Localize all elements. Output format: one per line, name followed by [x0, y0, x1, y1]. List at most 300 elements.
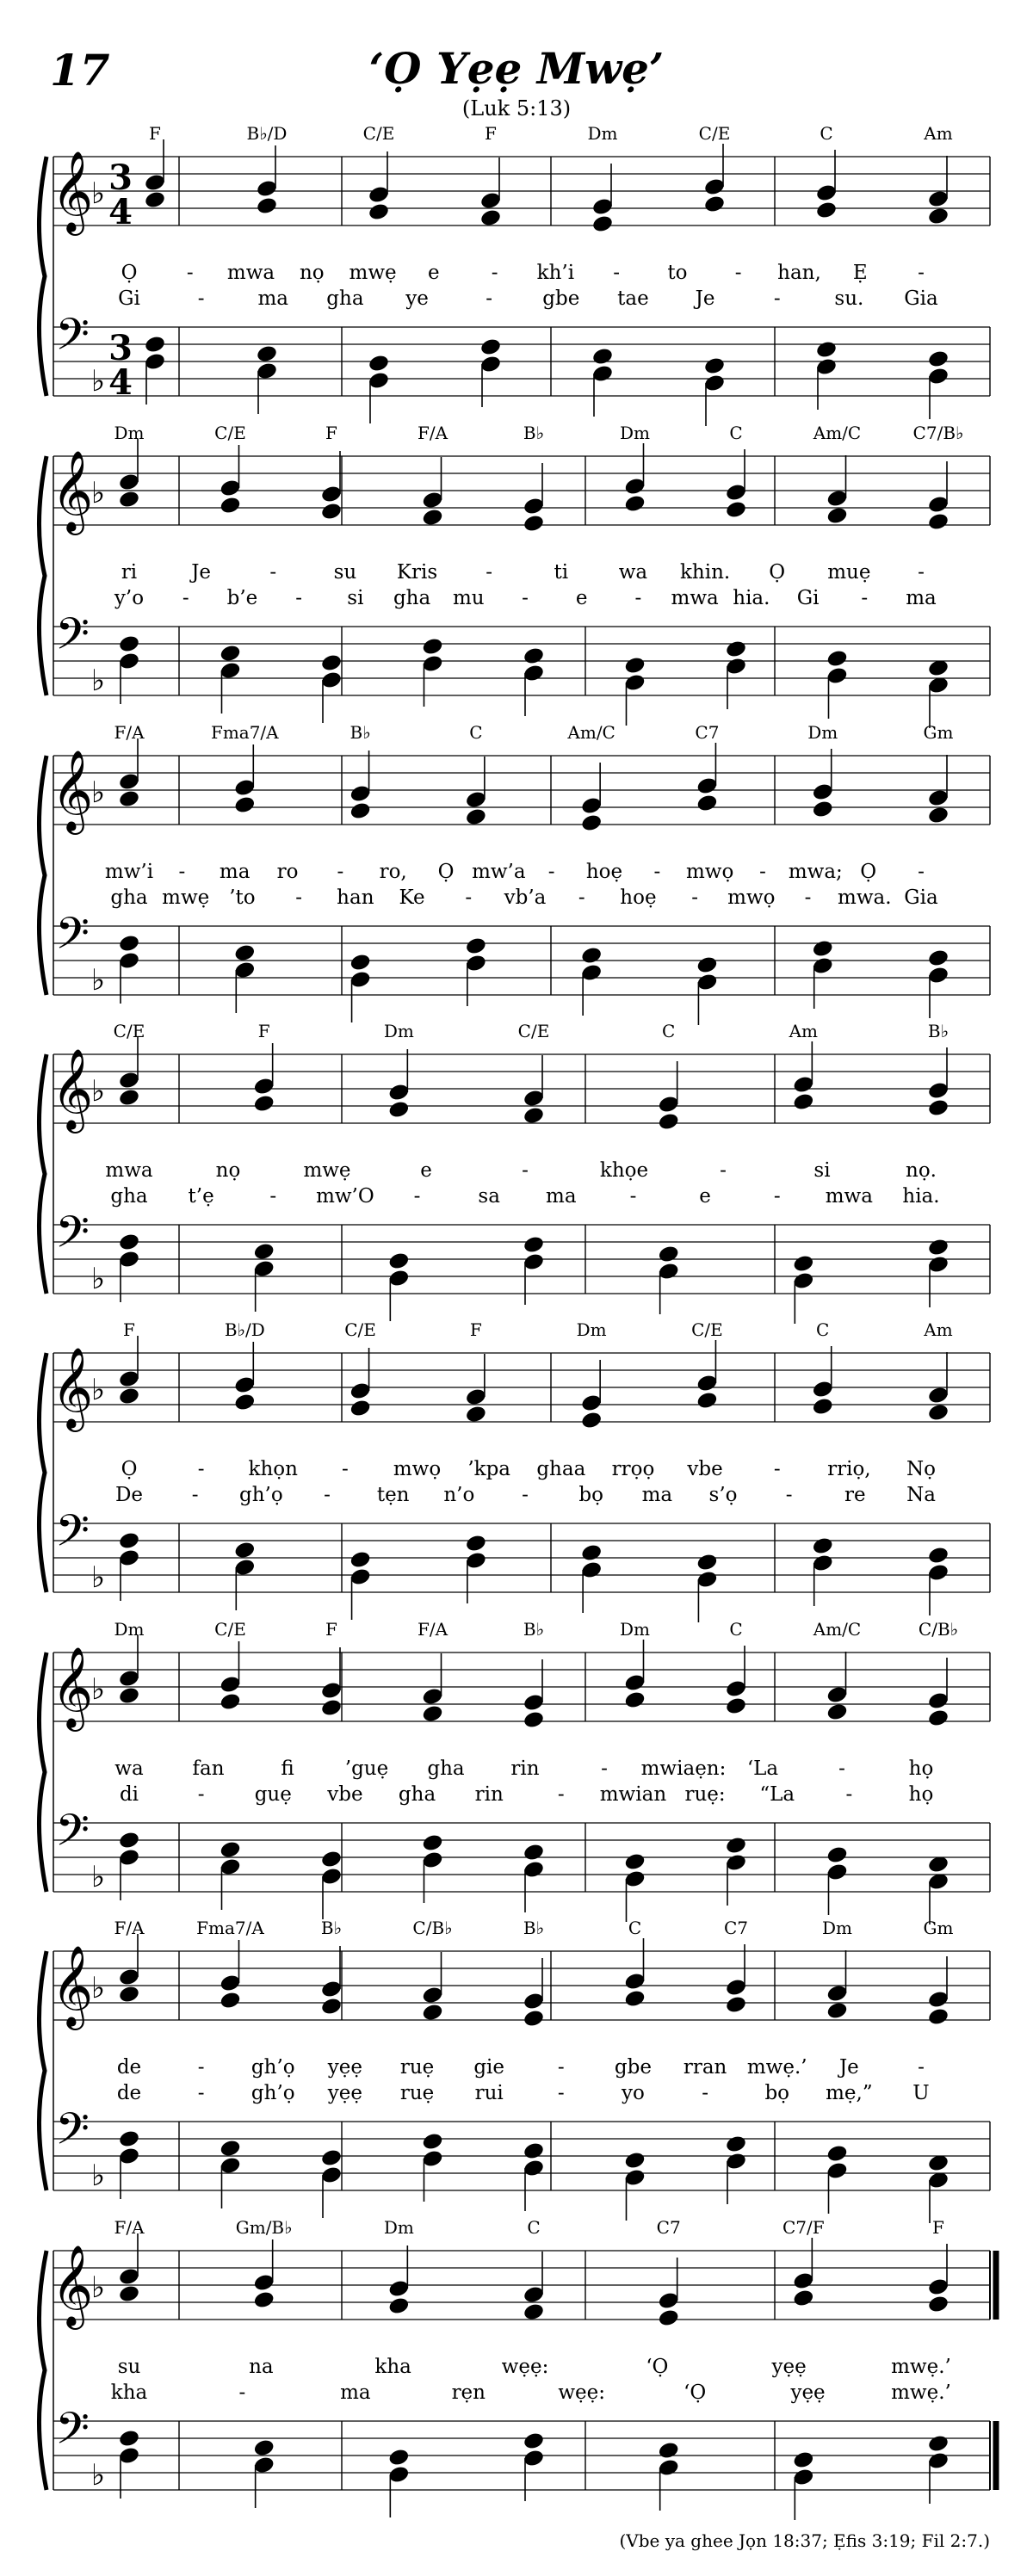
- lyric-verse-2: mu: [452, 587, 485, 609]
- bass-note: [118, 1531, 140, 1551]
- treble-note: [479, 208, 502, 228]
- bass-note: [927, 2434, 949, 2454]
- lyric-verse-2: yẹẹ: [327, 2082, 363, 2104]
- lyric-verse-2: “La: [759, 1783, 795, 1806]
- system-8: [39, 2217, 996, 2520]
- chord-symbol: Dm: [587, 123, 618, 144]
- treble-note: [253, 1094, 275, 1114]
- bass-note: [523, 664, 545, 683]
- lyric-verse-2: bọ: [764, 2082, 790, 2104]
- bass-note: [580, 946, 603, 966]
- lyric-verse-2: di: [119, 1783, 139, 1806]
- bass-clef-icon: 𝄢: [55, 1206, 90, 1269]
- lyric-verse-2: mwa: [825, 1185, 873, 1208]
- lyric-verse-1: rrọọ: [611, 1458, 655, 1480]
- lyric-verse-1: mwẹ: [349, 262, 397, 284]
- lyric-verse-2: -: [238, 2381, 246, 2404]
- treble-note: [591, 197, 614, 217]
- lyric-verse-1: nọ: [215, 1159, 241, 1182]
- treble-note: [658, 2291, 680, 2311]
- treble-note: [256, 179, 278, 199]
- bass-note: [658, 2441, 680, 2461]
- chord-symbol: Dm: [620, 1619, 650, 1640]
- lyric-verse-1: ma: [219, 861, 251, 883]
- bass-note: [118, 634, 140, 654]
- bass-note: [696, 955, 718, 975]
- lyric-verse-1: yẹẹ: [771, 2356, 807, 2378]
- flat-icon: ♭: [90, 2159, 106, 2193]
- treble-note: [219, 1991, 241, 2011]
- lyric-verse-1: e: [420, 1159, 432, 1182]
- bass-note: [591, 347, 614, 367]
- chord-symbol: C: [469, 722, 483, 743]
- bass-clef-icon: 𝄢: [55, 308, 90, 371]
- bass-note: [792, 2468, 814, 2487]
- flat-icon: ♭: [90, 1860, 106, 1894]
- bass-note: [387, 1269, 410, 1288]
- lyric-verse-1: khin.: [679, 561, 731, 584]
- treble-note: [523, 2285, 545, 2305]
- bass-note: [523, 2431, 545, 2451]
- treble-note: [219, 1675, 241, 1695]
- lyric-verse-2: -: [691, 886, 699, 909]
- chord-symbol: Fma7/A: [196, 1918, 264, 1938]
- treble-note: [927, 1403, 949, 1423]
- lyric-verse-2: gha: [398, 1783, 436, 1806]
- lyric-verse-1: si: [813, 1159, 831, 1182]
- lyric-verse-1: gie: [473, 2056, 505, 2079]
- chord-symbol: C: [662, 1021, 676, 1041]
- flat-icon: ♭: [90, 2270, 106, 2305]
- lyric-verse-1: gh’ọ: [251, 2056, 295, 2079]
- chord-symbol: F: [485, 123, 497, 144]
- treble-note: [927, 788, 949, 808]
- bass-note: [927, 966, 949, 985]
- lyric-verse-1: su: [117, 2356, 141, 2378]
- bass-note: [219, 644, 241, 664]
- time-signature-bottom: 4: [108, 192, 133, 232]
- chord-symbol: C: [628, 1918, 642, 1938]
- treble-note: [118, 1968, 140, 1987]
- treble-note: [725, 500, 747, 520]
- treble-note: [368, 185, 390, 205]
- bass-note: [658, 1245, 680, 1264]
- bass-note: [421, 654, 443, 674]
- lyric-verse-1: ‘Ọ: [646, 2356, 669, 2378]
- lyric-verse-2: han: [337, 886, 374, 909]
- treble-note: [927, 1386, 949, 1405]
- bass-note: [219, 2139, 241, 2159]
- bass-note: [927, 367, 949, 386]
- treble-note: [658, 2308, 680, 2328]
- lyric-verse-2: -: [465, 886, 473, 909]
- bass-note: [725, 2152, 747, 2171]
- lyric-verse-2: ma: [257, 287, 289, 310]
- time-signature-bottom: 4: [108, 362, 133, 403]
- treble-note: [523, 497, 545, 516]
- treble-note: [812, 782, 834, 802]
- lyric-verse-1: -: [337, 861, 344, 883]
- flat-icon: ♭: [90, 1560, 106, 1595]
- bass-note: [465, 1551, 487, 1571]
- lyric-verse-1: khọn: [248, 1458, 298, 1480]
- lyric-verse-1: kh’i: [536, 262, 575, 284]
- lyric-verse-1: -: [186, 262, 194, 284]
- lyric-verse-2: -: [324, 1484, 331, 1506]
- bass-note: [320, 670, 343, 690]
- lyric-verse-1: ruẹ: [399, 2056, 435, 2079]
- lyric-verse-2: ma: [641, 1484, 673, 1506]
- lyric-verse-1: nọ.: [906, 1159, 937, 1182]
- lyric-verse-1: -: [269, 561, 277, 584]
- lyric-verse-2: n’o: [443, 1484, 475, 1506]
- lyric-verse-2: de: [116, 2082, 142, 2104]
- bass-note: [725, 657, 747, 676]
- bass-note: [118, 2129, 140, 2149]
- bass-note: [465, 954, 487, 973]
- lyric-verse-2: si: [347, 587, 364, 609]
- bass-note: [523, 1252, 545, 1272]
- system-3: [39, 722, 990, 1025]
- chord-symbol: Dm: [620, 423, 650, 443]
- bass-note: [623, 1852, 646, 1872]
- bass-note: [812, 956, 834, 976]
- bass-note: [118, 652, 140, 671]
- lyric-verse-1: e: [428, 262, 440, 284]
- bass-note: [421, 2149, 443, 2169]
- chord-symbol: Dm: [383, 2217, 414, 2238]
- chord-symbol: Am/C: [813, 1619, 862, 1640]
- lyric-verse-2: Je: [695, 287, 715, 310]
- bass-note: [658, 2458, 680, 2478]
- lyric-verse-1: mwẹ.’: [891, 2356, 951, 2378]
- treble-note: [465, 1405, 487, 1424]
- bass-note: [725, 1853, 747, 1873]
- bass-clef-icon: 𝄢: [55, 2402, 90, 2465]
- treble-note: [623, 494, 646, 514]
- bass-note: [118, 1831, 140, 1850]
- treble-note: [703, 177, 726, 197]
- lyric-verse-1: hoẹ: [585, 861, 623, 883]
- chord-symbol: Am/C: [567, 722, 615, 743]
- lyric-verse-2: vbe: [327, 1783, 363, 1806]
- treble-note: [118, 789, 140, 809]
- bass-note: [118, 951, 140, 971]
- chord-symbol: Gm: [923, 1918, 954, 1938]
- treble-note: [118, 1387, 140, 1406]
- bass-note: [812, 939, 834, 959]
- bass-note: [523, 2141, 545, 2161]
- lyric-verse-1: Kris: [396, 561, 438, 584]
- lyric-verse-2: yo: [622, 2082, 645, 2104]
- bass-note: [233, 1541, 256, 1560]
- bass-note: [580, 1543, 603, 1563]
- system-brace: [39, 1652, 46, 1892]
- bass-clef-icon: 𝄢: [55, 2103, 90, 2165]
- chord-symbol: F/A: [114, 1918, 145, 1938]
- treble-note: [927, 2277, 949, 2297]
- bass-note: [465, 936, 487, 956]
- lyric-verse-2: -: [634, 587, 642, 609]
- treble-note: [465, 1387, 487, 1407]
- lyric-verse-1: ro: [276, 861, 299, 883]
- bass-note: [812, 1554, 834, 1573]
- lyric-verse-2: rẹn: [451, 2381, 486, 2404]
- bass-note: [320, 1867, 343, 1887]
- lyric-verse-1: -: [486, 561, 493, 584]
- treble-note: [465, 790, 487, 810]
- bass-note: [219, 2156, 241, 2176]
- lyric-verse-2: -: [557, 1783, 565, 1806]
- lyric-verse-1: mwẹ.’: [746, 2056, 807, 2079]
- bass-note: [523, 2449, 545, 2468]
- bass-note: [421, 637, 443, 657]
- treble-note: [927, 512, 949, 532]
- lyric-verse-2: mwa: [671, 587, 719, 609]
- lyric-verse-2: re: [844, 1484, 866, 1506]
- treble-clef-icon: 𝄞: [51, 1048, 94, 1130]
- lyric-verse-1: Ọ: [121, 262, 138, 284]
- treble-note: [623, 1690, 646, 1710]
- bass-note: [387, 2448, 410, 2468]
- lyric-verse-2: mẹ,”: [826, 2082, 873, 2104]
- lyric-verse-1: rriọ,: [827, 1458, 871, 1480]
- bass-note: [253, 2456, 275, 2475]
- chord-symbol: F: [932, 2217, 944, 2238]
- lyric-verse-2: e: [699, 1185, 711, 1208]
- bass-note: [591, 364, 614, 384]
- bass-note: [479, 355, 502, 374]
- bass-note: [523, 2159, 545, 2178]
- treble-note: [368, 202, 390, 222]
- lyric-verse-2: -: [182, 587, 189, 609]
- chord-symbol: C/E: [344, 1319, 376, 1340]
- treble-note: [725, 1995, 747, 2015]
- bass-note: [826, 2161, 848, 2181]
- system-7: [39, 1918, 990, 2223]
- treble-note: [219, 1692, 241, 1712]
- lyric-verse-1: ro,: [379, 861, 407, 883]
- bass-note: [118, 2429, 140, 2449]
- lyric-verse-1: -: [759, 861, 766, 883]
- bass-note: [118, 2446, 140, 2466]
- treble-note: [792, 2271, 814, 2291]
- flat-icon: ♭: [90, 1074, 106, 1109]
- bass-note: [658, 1262, 680, 1282]
- lyric-verse-1: gha: [427, 1757, 465, 1780]
- treble-note: [465, 807, 487, 827]
- lyric-verse-1: -: [720, 1159, 727, 1182]
- bass-note: [368, 371, 390, 391]
- treble-note: [826, 489, 848, 509]
- lyric-verse-2: mwẹ: [162, 886, 210, 909]
- treble-note: [320, 1980, 343, 1999]
- lyric-verse-1: Ọ: [121, 1458, 138, 1480]
- system-brace: [39, 1951, 46, 2190]
- treble-clef-icon: 𝄞: [51, 750, 94, 831]
- bass-note: [623, 1869, 646, 1889]
- flat-icon: ♭: [90, 664, 106, 698]
- treble-note: [815, 201, 838, 220]
- lyric-verse-1: nọ: [299, 262, 325, 284]
- chord-symbol: Dm: [114, 1619, 145, 1640]
- treble-note: [927, 1098, 949, 1118]
- system-brace: [39, 456, 46, 695]
- chord-symbol: C7/B♭: [912, 423, 964, 443]
- lyric-verse-1: Ọ: [860, 861, 877, 883]
- chord-symbol: F: [469, 1319, 482, 1340]
- lyric-verse-1: mw’a: [472, 861, 526, 883]
- lyric-verse-2: Ke: [399, 886, 425, 909]
- system-1: [39, 123, 990, 426]
- treble-note: [580, 796, 603, 816]
- lyric-verse-1: ‘La: [746, 1757, 779, 1780]
- lyric-verse-2: gh’ọ: [251, 2082, 295, 2104]
- lyric-verse-2: họ: [908, 1783, 934, 1806]
- lyric-verse-1: su: [333, 561, 357, 584]
- system-brace: [39, 756, 46, 995]
- bass-note: [421, 1833, 443, 1853]
- treble-note: [233, 1393, 256, 1412]
- bass-note: [118, 934, 140, 954]
- chord-symbol: Gm: [923, 722, 954, 743]
- chord-symbol: B♭: [523, 1918, 545, 1938]
- lyric-verse-2: sa: [478, 1185, 500, 1208]
- flat-icon: ♭: [90, 1373, 106, 1407]
- treble-note: [320, 1681, 343, 1701]
- lyric-verse-1: mw’i: [104, 861, 154, 883]
- bass-note: [523, 1235, 545, 1255]
- lyric-verse-2: gha: [110, 886, 148, 909]
- bass-note: [118, 1548, 140, 1568]
- lyric-verse-2: -: [413, 1185, 421, 1208]
- chord-symbol: C7: [695, 722, 720, 743]
- chord-symbol: F/A: [114, 2217, 145, 2238]
- system-brace: [39, 1353, 46, 1592]
- treble-note: [927, 189, 949, 209]
- lyric-verse-1: -: [918, 2056, 925, 2079]
- lyric-verse-2: -: [197, 1783, 205, 1806]
- chord-symbol: C/E: [214, 423, 246, 443]
- lyric-verse-1: ri: [121, 561, 138, 584]
- lyric-verse-1: wa: [618, 561, 648, 584]
- bass-clef-icon: 𝄢: [55, 1804, 90, 1867]
- bass-note: [725, 639, 747, 659]
- lyric-verse-2: s’ọ: [708, 1484, 738, 1506]
- chord-symbol: Am: [924, 123, 953, 144]
- lyric-verse-2: -: [197, 2082, 205, 2104]
- treble-note: [696, 776, 718, 796]
- lyric-verse-2: U: [912, 2082, 930, 2104]
- bass-note: [623, 2168, 646, 2188]
- treble-note: [118, 2284, 140, 2304]
- bass-note: [349, 953, 371, 973]
- treble-note: [580, 813, 603, 833]
- treble-note: [118, 490, 140, 510]
- lyric-verse-2: De: [114, 1484, 144, 1506]
- lyric-verse-2: -: [191, 1484, 199, 1506]
- bass-note: [792, 1271, 814, 1291]
- treble-note: [320, 1997, 343, 2017]
- treble-note: [623, 477, 646, 497]
- treble-note: [523, 2009, 545, 2029]
- treble-note: [927, 495, 949, 515]
- treble-note: [792, 2289, 814, 2308]
- lyric-verse-1: vbe: [687, 1458, 723, 1480]
- flat-icon: ♭: [90, 1971, 106, 2005]
- chord-symbol: C: [816, 1319, 830, 1340]
- lyric-verse-1: mwa;: [788, 861, 843, 883]
- treble-note: [696, 794, 718, 813]
- lyric-verse-2: -: [295, 886, 303, 909]
- lyric-verse-2: Na: [906, 1484, 936, 1506]
- chord-symbol: C: [729, 1619, 743, 1640]
- treble-note: [523, 1992, 545, 2011]
- treble-note: [523, 1106, 545, 1126]
- flat-icon: ♭: [90, 476, 106, 510]
- treble-clef-icon: 𝄞: [51, 450, 94, 532]
- treble-clef-icon: 𝄞: [51, 1646, 94, 1728]
- treble-note: [927, 2295, 949, 2314]
- lyric-verse-2: Gi: [118, 287, 140, 310]
- treble-note: [696, 1374, 718, 1393]
- bass-note: [623, 656, 646, 676]
- treble-note: [253, 2290, 275, 2310]
- time-signature-top: 3: [108, 158, 133, 198]
- lyric-verse-2: yẹẹ: [790, 2381, 826, 2404]
- lyric-verse-1: yẹẹ: [327, 2056, 363, 2079]
- bass-note: [320, 1850, 343, 1869]
- chord-symbol: F: [123, 1319, 135, 1340]
- treble-note: [792, 1075, 814, 1095]
- chord-symbol: B♭/D: [224, 1319, 265, 1340]
- lyric-verse-2: -: [578, 886, 585, 909]
- lyric-verse-1: -: [557, 2056, 565, 2079]
- treble-note: [387, 2296, 410, 2316]
- lyric-verse-2: -: [629, 1185, 637, 1208]
- lyric-verse-1: wẹẹ:: [501, 2356, 549, 2378]
- bass-note: [387, 1251, 410, 1271]
- treble-note: [256, 196, 278, 216]
- treble-note: [118, 473, 140, 492]
- treble-note: [118, 1071, 140, 1090]
- chord-symbol: Am/C: [813, 423, 862, 443]
- lyric-verse-2: -: [785, 1484, 793, 1506]
- lyric-verse-2: -: [269, 1185, 277, 1208]
- bass-note: [725, 2134, 747, 2154]
- lyric-verse-2: hia.: [902, 1185, 940, 1208]
- bass-note: [523, 1843, 545, 1863]
- treble-note: [233, 795, 256, 815]
- bass-note: [703, 374, 726, 393]
- bass-note: [580, 1560, 603, 1580]
- treble-note: [421, 1704, 443, 1724]
- treble-clef-icon: 𝄞: [51, 151, 94, 232]
- chord-symbol: C/E: [517, 1021, 550, 1041]
- treble-note: [623, 1972, 646, 1992]
- lyric-verse-1: mwẹ: [303, 1159, 351, 1182]
- system-brace: [39, 157, 46, 396]
- bass-note: [696, 973, 718, 992]
- hymn-number: 17: [50, 45, 110, 96]
- lyric-verse-1: rran: [683, 2056, 727, 2079]
- lyric-verse-2: -: [486, 287, 493, 310]
- chord-symbol: F/A: [417, 423, 448, 443]
- chord-symbol: Dm: [383, 1021, 414, 1041]
- treble-note: [815, 183, 838, 203]
- lyric-verse-1: Je: [838, 2056, 859, 2079]
- bass-note: [826, 666, 848, 686]
